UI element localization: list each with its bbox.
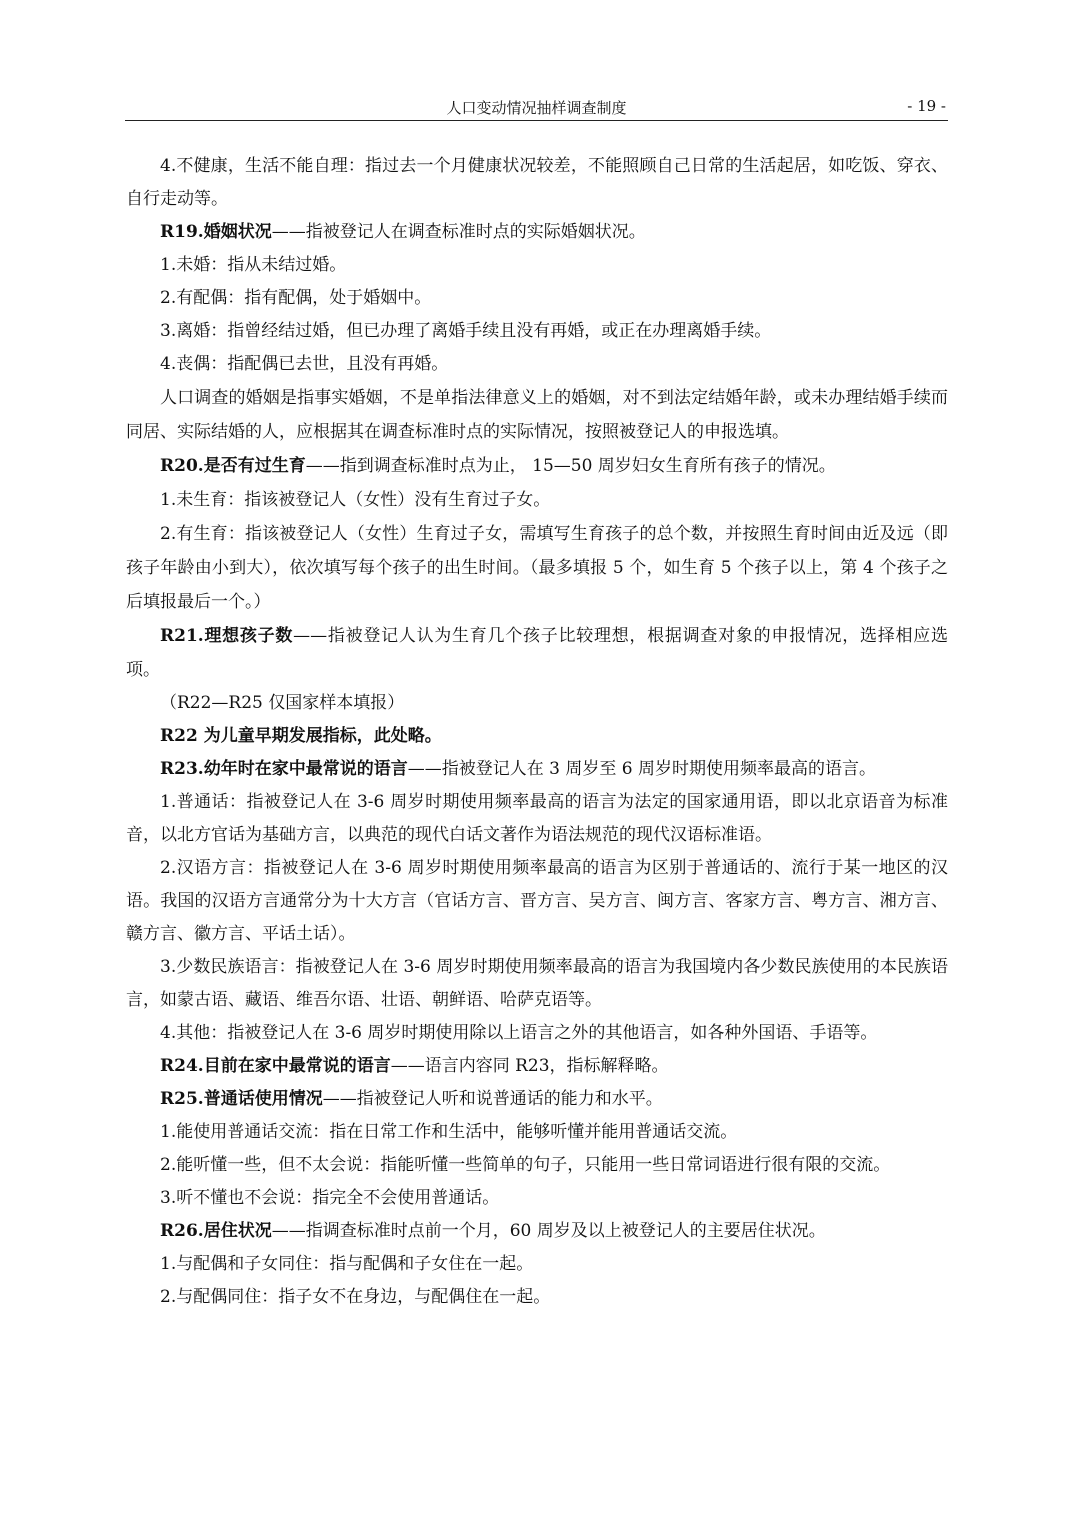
paragraph [126,216,948,249]
paragraph-text: ——指被登记人在调查标准时点的实际婚姻状况。 [271,222,646,242]
paragraph [126,1017,948,1050]
paragraph-text: 4.其他：指被登记人在 3-6 周岁时期使用除以上语言之外的其他语言，如各种外国语、手语等。 [160,1023,878,1043]
paragraph-text: 4.不健康，生活不能自理：指过去一个月健康状况较差，不能照顾自己日常的生活起居，如吃饭、穿衣、自行走动等。 [126,156,948,209]
paragraph [126,1116,948,1149]
item-heading: R19.婚姻状况 [160,222,272,242]
paragraph-text: 2.有生育：指该被登记人（女性）生育过子女，需填写生育孩子的总个数，并按照生育时间由近及远（即孩子年龄由小到大），依次填写每个孩子的出生时间。（最多填报 5 个，如生育 5 个孩子以上，第 4 个孩子之后填报最后一个。） [126,524,948,612]
paragraph-text: （R22—R25 仅国家样本填报） [160,693,405,713]
paragraph-text: ——指被登记人听和说普通话的能力和水平。 [322,1089,663,1109]
item-heading: R26.居住状况 [160,1221,272,1241]
paragraph [126,687,948,720]
item-heading: R24.目前在家中最常说的语言 [160,1056,391,1076]
paragraph-text: 1.未婚：指从未结过婚。 [160,255,347,275]
paragraph [126,150,948,216]
paragraph-text: 2.能听懂一些，但不太会说：指能听懂一些简单的句子，只能用一些日常词语进行很有限的交流。 [160,1155,891,1175]
paragraph-text: ——指被登记人认为生育几个孩子比较理想，根据调查对象的申报情况，选择相应选项。 [126,626,948,680]
page-number: - 19 - [907,97,946,115]
paragraph [126,619,948,687]
paragraph-text: 1.普通话：指被登记人在 3-6 周岁时期使用频率最高的语言为法定的国家通用语，即以北京语音为标准音，以北方官话为基础方言，以典范的现代白话文著作为语法规范的现代汉语标准语。 [126,792,948,845]
paragraph [126,1149,948,1182]
page-header [125,94,948,121]
item-heading: R20.是否有过生育 [160,456,306,476]
paragraph [126,1050,948,1083]
item-heading: R23.幼年时在家中最常说的语言 [160,759,408,779]
paragraph-text: 4.丧偶：指配偶已去世，且没有再婚。 [160,354,449,374]
paragraph [126,449,948,483]
document-title: 人口变动情况抽样调查制度 [446,99,627,117]
document-body [126,150,948,1314]
paragraph [126,483,948,517]
paragraph [126,282,948,315]
paragraph-text: ——指调查标准时点前一个月，60 周岁及以上被登记人的主要居住状况。 [271,1221,826,1241]
paragraph [126,315,948,348]
paragraph [126,381,948,449]
paragraph-text: 2.汉语方言：指被登记人在 3-6 周岁时期使用频率最高的语言为区别于普通话的、流行于某一地区的汉语。我国的汉语方言通常分为十大方言（官话方言、晋方言、吴方言、闽方言、客家方言、粤方言、湘方言、赣方言、徽方言、平话土话）。 [126,858,948,944]
paragraph-text: 1.与配偶和子女同住：指与配偶和子女住在一起。 [160,1254,534,1274]
paragraph-text: 3.少数民族语言：指被登记人在 3-6 周岁时期使用频率最高的语言为我国境内各少数民族使用的本民族语言，如蒙古语、藏语、维吾尔语、壮语、朝鲜语、哈萨克语等。 [126,957,948,1010]
paragraph-text: ——语言内容同 R23，指标解释略。 [390,1056,669,1076]
item-heading: R25.普通话使用情况 [160,1089,323,1109]
paragraph-text: 2.与配偶同住：指子女不在身边，与配偶住在一起。 [160,1287,551,1307]
paragraph [126,753,948,786]
paragraph [126,951,948,1017]
paragraph [126,1248,948,1281]
paragraph [126,249,948,282]
paragraph-text: 1.能使用普通话交流：指在日常工作和生活中，能够听懂并能用普通话交流。 [160,1122,738,1142]
item-heading: R21.理想孩子数 [160,626,294,646]
paragraph [126,348,948,381]
paragraph [126,720,948,753]
paragraph-text: 2.有配偶：指有配偶，处于婚姻中。 [160,288,432,308]
paragraph [126,1182,948,1215]
paragraph-text: ——指被登记人在 3 周岁至 6 周岁时期使用频率最高的语言。 [407,759,876,779]
paragraph-text: 人口调查的婚姻是指事实婚姻，不是单指法律意义上的婚姻，对不到法定结婚年龄，或未办理结婚手续而同居、实际结婚的人，应根据其在调查标准时点的实际情况，按照被登记人的申报选填。 [126,388,948,442]
item-heading: R22 为儿童早期发展指标，此处略。 [160,726,442,746]
paragraph-text: 3.听不懂也不会说：指完全不会使用普通话。 [160,1188,500,1208]
paragraph-text: ——指到调查标准时点为止， 15—50 周岁妇女生育所有孩子的情况。 [305,456,836,476]
paragraph [126,1083,948,1116]
paragraph [126,1281,948,1314]
paragraph [126,517,948,619]
paragraph [126,852,948,951]
paragraph [126,1215,948,1248]
paragraph-text: 3.离婚：指曾经结过婚，但已办理了离婚手续且没有再婚，或正在办理离婚手续。 [160,321,772,341]
paragraph-text: 1.未生育：指该被登记人（女性）没有生育过子女。 [160,490,551,510]
paragraph [126,786,948,852]
